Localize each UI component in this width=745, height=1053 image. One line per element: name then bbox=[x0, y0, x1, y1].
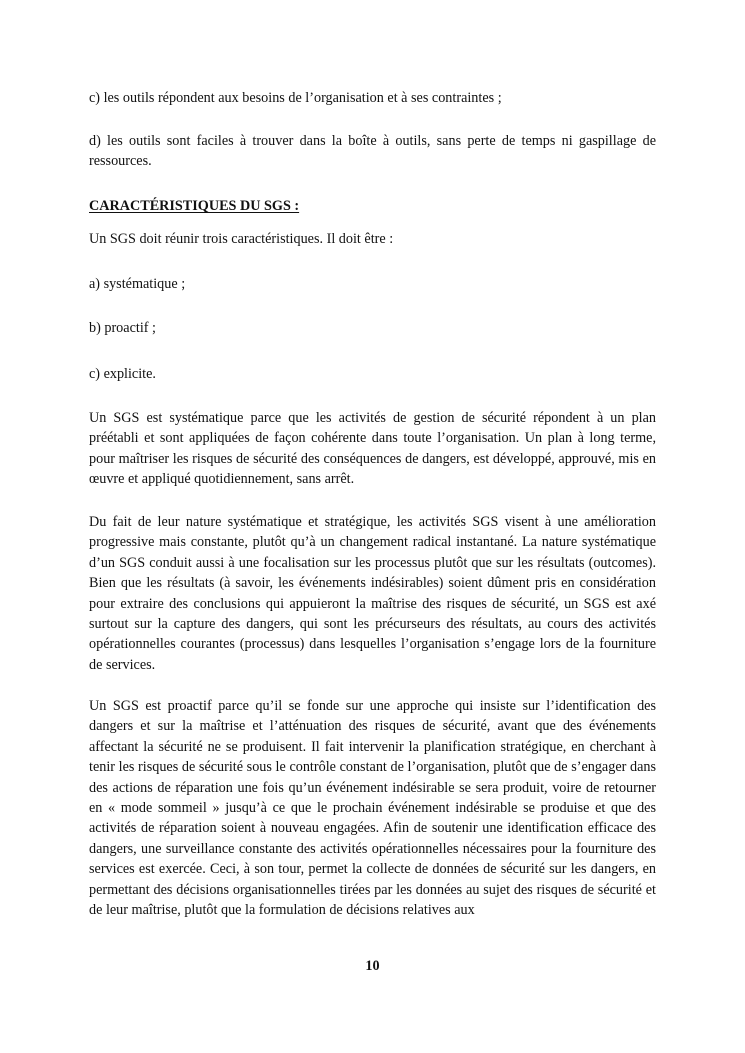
intro-paragraph: Un SGS doit réunir trois caractéristiques. Il doit être : bbox=[89, 231, 394, 247]
list-item-c-tools: c) les outils répondent aux besoins de l’organisation et à ses contraintes ; bbox=[89, 90, 502, 106]
section-heading: CARACTÉRISTIQUES DU SGS : bbox=[89, 198, 300, 214]
list-item-d-tools: d) les outils sont faciles à trouver dans la boîte à outils, sans perte de temps ni gaspillage de ressources. bbox=[89, 133, 656, 170]
paragraph-systematic: Un SGS est systématique parce que les activités de gestion de sécurité répondent à un plan préétabli et sont appliquées de façon cohérente dans toute l’organisation. Un plan à long terme, pour maîtriser les risques de sécurité des conséquences de dangers, est développé, approuvé, mis en œuvre et appliqué quotidiennement, sans arrêt. bbox=[89, 410, 656, 488]
list-item-c: c) explicite. bbox=[89, 366, 156, 382]
list-item-a: a) systématique ; bbox=[89, 276, 186, 292]
list-item-b: b) proactif ; bbox=[89, 320, 156, 336]
paragraph-progressive: Du fait de leur nature systématique et stratégique, les activités SGS visent à une amélioration progressive mais constante, plutôt qu’à un changement radical instantané. La nature systématique d’un SGS conduit aussi à une focalisation sur les processus plutôt que sur les résultats (outcomes). Bien que les résultats (à savoir, les événements indésirables) soient dûment pris en considération pour extraire des conclusions qui appuieront la maîtrise des risques de sécurité, un SGS est axé surtout sur la capture des dangers, qui sont les précurseurs des résultats, au cours des activités opérationnelles courantes (processus) dans lesquelles l’organisation s’engage lors de la fourniture de services. bbox=[89, 514, 656, 673]
paragraph-proactive: Un SGS est proactif parce qu’il se fonde sur une approche qui insiste sur l’identification des dangers et sur la maîtrise et l’atténuation des risques de sécurité, avant que des événements affectant la sécurité ne se produisent. Il fait intervenir la planification stratégique, en cherchant à tenir les risques de sécurité sous le contrôle constant de l’organisation, plutôt que de s’engager dans des actions de réparation une fois qu’un événement indésirable se sera produit, voire de retourner en « mode sommeil » jusqu’à ce que le prochain événement indésirable se produise et que des activités de réparation soient à nouveau engagées. Afin de soutenir une identification efficace des dangers, une surveillance constante des activités opérationnelles nécessaires pour la fourniture des services est exercée. Ceci, à son tour, permet la collecte de données de sécurité sur les dangers, en permettant des décisions organisationnelles tirées par les données au sujet des risques de sécurité et de leur maîtrise, plutôt que la formulation de décisions relatives aux bbox=[89, 698, 656, 919]
page-number: 10 bbox=[365, 958, 380, 974]
